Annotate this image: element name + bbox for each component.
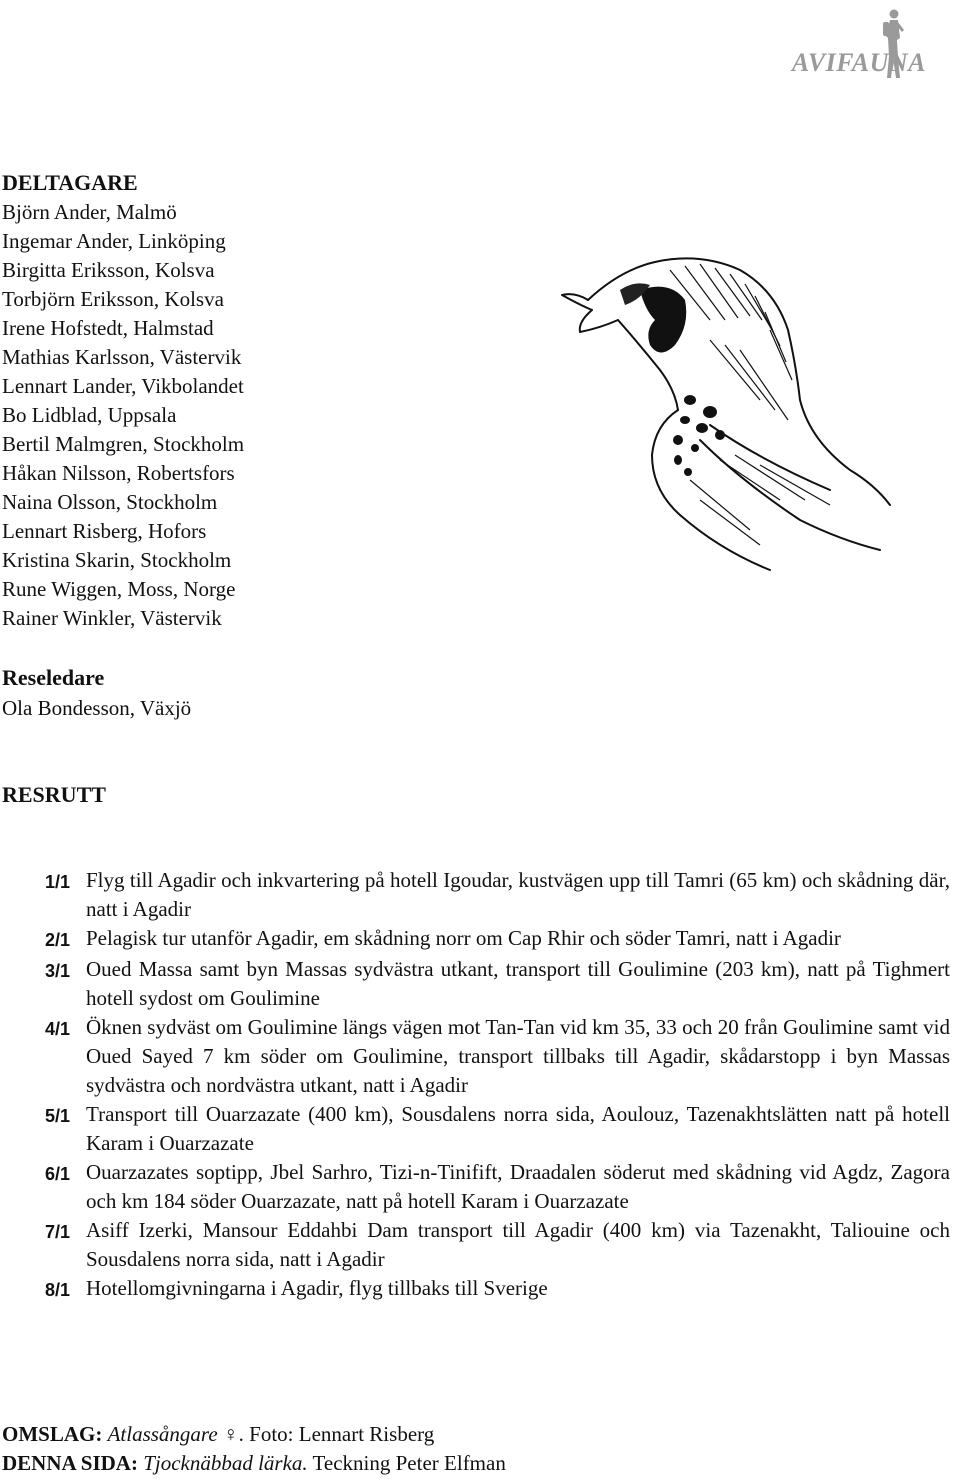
route-date: 6/1 <box>44 1164 70 1184</box>
route-description: Pelagisk tur utanför Agadir, em skådning norr om Cap Rhir och söder Tamri, natt i Agadir <box>86 926 841 950</box>
participant-item: Ingemar Ander, Linköping <box>2 229 226 253</box>
route-date: 5/1 <box>44 1106 70 1126</box>
route-date: 4/1 <box>44 1019 70 1039</box>
route-date: 8/1 <box>44 1280 70 1300</box>
participants-heading: DELTAGARE <box>2 170 138 195</box>
route-date: 1/1 <box>44 872 70 892</box>
page-credit <box>2 1449 506 1478</box>
route-description: Ouarzazates soptipp, Jbel Sarhro, Tizi-n-Tinifift, Draadalen söderut med skådning vid Agdz, Zagora och km 184 söder Ouarzazate, natt på hotell Karam i Ouarzazate <box>86 1160 950 1213</box>
participant-item: Lennart Risberg, Hofors <box>2 519 207 543</box>
route-day <box>2 1274 950 1305</box>
page-species: Tjocknäbbad lärka. <box>143 1451 308 1475</box>
route-day <box>2 866 950 924</box>
participant-item: Kristina Skarin, Stockholm <box>2 548 232 572</box>
cover-label: OMSLAG: <box>2 1422 103 1446</box>
logo-wordmark: AVIFAUNA <box>791 48 926 77</box>
cover-photo-credit: . Foto: Lennart Risberg <box>238 1422 435 1446</box>
female-symbol-icon: ♀ <box>222 1422 239 1446</box>
route-day <box>2 1216 950 1274</box>
route-date: 3/1 <box>44 961 70 981</box>
participant-item: Bertil Malmgren, Stockholm <box>2 432 245 456</box>
route-date: 2/1 <box>44 930 70 950</box>
route-day <box>2 955 950 1013</box>
participant-item: Lennart Lander, Vikbolandet <box>2 374 244 398</box>
cover-credit <box>2 1420 434 1449</box>
participants-list <box>2 198 244 633</box>
route-day <box>2 1013 950 1100</box>
page-drawing-credit: Teckning Peter Elfman <box>307 1451 506 1475</box>
participant-item: Rune Wiggen, Moss, Norge <box>2 577 236 601</box>
route-day <box>2 1100 950 1158</box>
route-day <box>2 1158 950 1216</box>
participant-item: Bo Lidblad, Uppsala <box>2 403 177 427</box>
cover-species: Atlassångare <box>107 1422 218 1446</box>
guide-heading: Reseledare <box>2 665 105 690</box>
route-list <box>2 866 950 1305</box>
route-description: Hotellomgivningarna i Agadir, flyg tillbaks till Sverige <box>86 1276 548 1300</box>
participant-item: Naina Olsson, Stockholm <box>2 490 218 514</box>
participant-item: Irene Hofstedt, Halmstad <box>2 316 214 340</box>
lark-sketch-icon <box>560 250 900 580</box>
route-description: Asiff Izerki, Mansour Eddahbi Dam transport till Agadir (400 km) via Tazenakht, Taliouine och Sousdalens norra sida, natt i Agadir <box>86 1218 950 1271</box>
route-heading: RESRUTT <box>2 782 106 807</box>
participant-item: Birgitta Eriksson, Kolsva <box>2 258 215 282</box>
participant-item: Mathias Karlsson, Västervik <box>2 345 242 369</box>
participant-item: Björn Ander, Malmö <box>2 200 177 224</box>
route-description: Transport till Ouarzazate (400 km), Sousdalens norra sida, Aoulouz, Tazenakhtslätten natt på hotell Karam i Ouarzazate <box>86 1102 950 1155</box>
route-description: Oued Massa samt byn Massas sydvästra utkant, transport till Goulimine (203 km), natt på Tighmert hotell sydost om Goulimine <box>86 957 950 1010</box>
route-date: 7/1 <box>44 1222 70 1242</box>
guide-name: Ola Bondesson, Växjö <box>2 696 192 720</box>
participant-item: Rainer Winkler, Västervik <box>2 606 222 630</box>
route-description: Flyg till Agadir och inkvartering på hotell Igoudar, kustvägen upp till Tamri (65 km) och skådning där, natt i Agadir <box>86 868 950 921</box>
route-day <box>2 924 950 955</box>
page-label: DENNA SIDA: <box>2 1451 138 1475</box>
participant-item: Håkan Nilsson, Robertsfors <box>2 461 235 485</box>
participant-item: Torbjörn Eriksson, Kolsva <box>2 287 224 311</box>
route-description: Öknen sydväst om Goulimine längs vägen mot Tan-Tan vid km 35, 33 och 20 från Goulimine samt vid Oued Sayed 7 km söder om Goulimine, transport tillbaks till Agadir, skådarstopp i byn Massas sydvästra och nordvästra utkant, natt i Agadir <box>86 1015 950 1097</box>
